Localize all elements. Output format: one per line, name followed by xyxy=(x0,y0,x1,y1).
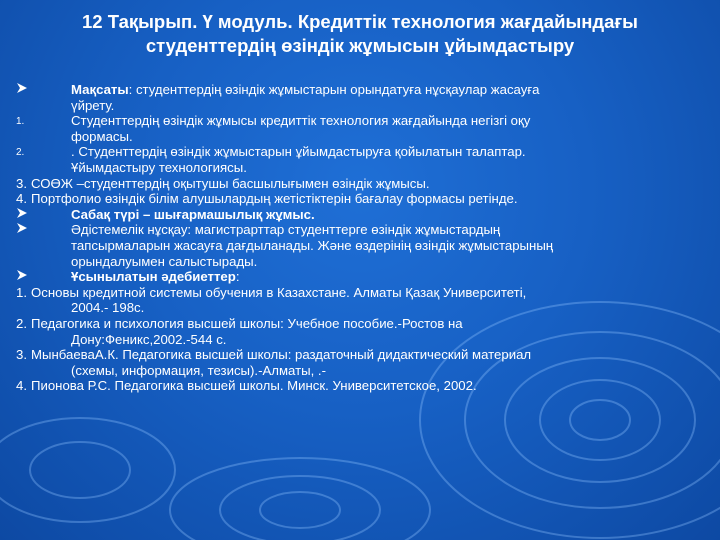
item-number: 4. xyxy=(16,378,27,394)
title-line-1: 12 Тақырып. Ү модуль. Кредиттік технология жағдайындағы xyxy=(82,11,638,32)
list-item xyxy=(16,144,706,175)
item-number: 1. xyxy=(16,116,25,128)
item-text-continued: тапсырмаларын жасауға дағдыланады. Және өздерінің өзіндік жұмыстарының xyxy=(71,237,554,253)
list-item xyxy=(16,269,706,285)
arrow-bullet-icon xyxy=(16,269,28,285)
item-number: 2. xyxy=(16,315,27,331)
list-item xyxy=(16,378,706,394)
item-text-continued-2: орындалуымен салыстырады. xyxy=(71,253,258,269)
list-item xyxy=(16,222,706,269)
list-item xyxy=(16,207,706,223)
reference-text-continued: Дону:Феникс,2002.-544 с. xyxy=(71,331,227,347)
arrow-bullet-icon xyxy=(16,207,28,223)
reference-text: Педагогика и психология высшей школы: Учебное пособие.-Ростов на xyxy=(31,315,463,331)
reference-text: Пионова Р.С. Педагогика высшей школы. Минск. Университетское, 2002. xyxy=(31,378,477,394)
item-text-continued: формасы. xyxy=(71,128,133,144)
lesson-type: Сабақ түрі – шығармашылық жұмыс. xyxy=(71,206,315,222)
item-text: . Студенттердің өзіндік жұмыстарын ұйымдастыруға қойылатын талаптар. xyxy=(71,144,526,160)
item-number: 3. xyxy=(16,347,27,363)
item-text: Портфолио өзіндік білім алушылардың жетістіктерін бағалау формасы ретінде. xyxy=(31,191,518,207)
item-text-continued: Ұйымдастыру технологиясы. xyxy=(71,159,247,175)
item-text-continued: үйрету. xyxy=(71,97,115,113)
content-list xyxy=(16,82,706,394)
item-number: 4. xyxy=(16,191,27,207)
list-item xyxy=(16,285,706,316)
item-text: Әдістемелік нұсқау: магистрарттар студенттерге өзіндік жұмыстардың xyxy=(71,222,501,238)
list-item xyxy=(16,176,706,192)
list-item xyxy=(16,347,706,378)
item-number: 2. xyxy=(16,147,25,159)
arrow-bullet-icon xyxy=(16,222,28,238)
reference-text-continued: (схемы, информация, тезисы).-Алматы, .- xyxy=(71,362,326,378)
reference-text: Основы кредитной системы обучения в Казахстане. Алматы Қазақ Университеті, xyxy=(31,284,527,300)
references-colon: : xyxy=(235,269,240,285)
reference-text-continued: 2004.- 198с. xyxy=(71,300,145,316)
references-heading: Ұсынылатын әдебиеттер xyxy=(71,269,236,285)
goal-label: Мақсаты xyxy=(71,82,129,97)
arrow-bullet-icon xyxy=(16,82,28,98)
title-line-2: студенттердің өзіндік жұмысын ұйымдастыру xyxy=(145,35,575,56)
item-number: 1. xyxy=(16,284,27,300)
reference-text: МынбаеваА.К. Педагогика высшей школы: раздаточный дидактический материал xyxy=(31,347,532,363)
list-item xyxy=(16,191,706,207)
item-text: : студенттердің өзіндік жұмыстарын орындатуға нұсқаулар жасауға xyxy=(128,82,540,97)
list-item xyxy=(16,113,706,144)
item-text: СОӨЖ –студенттердің оқытушы басшылығымен өзіндік жұмысы. xyxy=(31,175,430,191)
item-number: 3. xyxy=(16,175,27,191)
list-item xyxy=(16,316,706,347)
slide-title xyxy=(20,10,700,58)
item-text: Студенттердің өзіндік жұмысы кредиттік технология жағдайында негізгі оқу xyxy=(71,113,531,129)
list-item xyxy=(16,82,706,113)
